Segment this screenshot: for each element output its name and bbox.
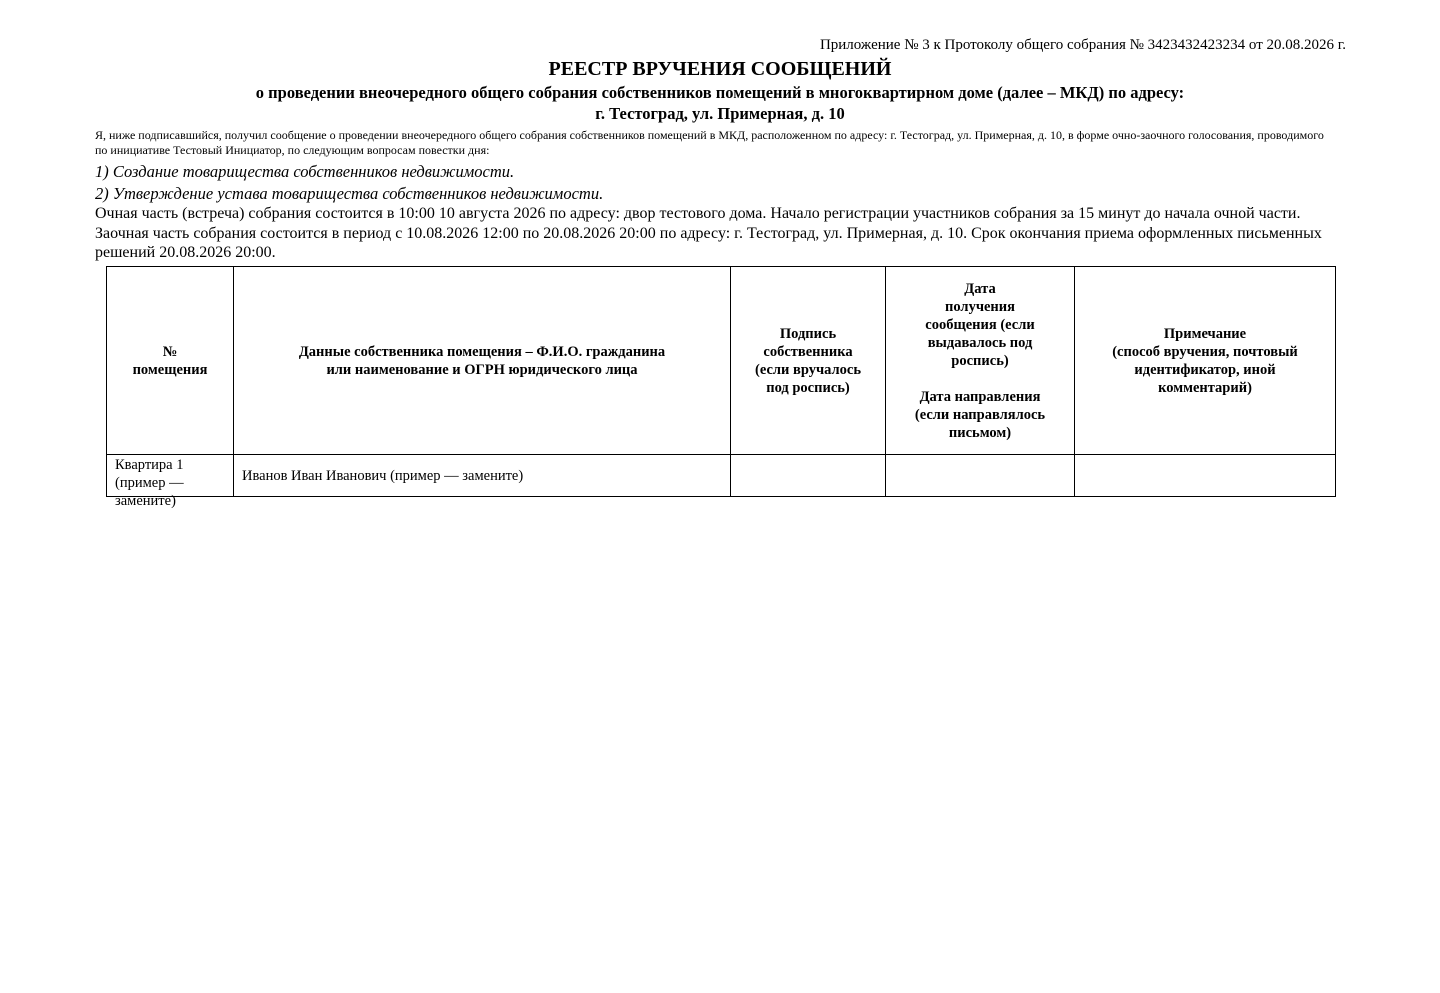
- registry-table: [106, 266, 1336, 509]
- cell-date[interactable]: [886, 455, 1075, 497]
- table-header-row: [107, 267, 1336, 455]
- meeting-info: Очная часть (встреча) собрания состоится в 10:00 10 августа 2026 по адресу: двор тестового дома. Начало регистрации участников собрания за 15 минут до начала очной части. Заочная часть собрания состоится в период с 10.08.2026 12:00 по 20.08.2026 20:00 по адресу: г. Тестоград, ул. Примерная, д. 10. Срок окончания приема оформленных письменных решений 20.08.2026 20:00.: [95, 205, 1322, 261]
- cell-apartment-text: Квартира 1 (пример — замените): [115, 457, 184, 509]
- cell-apartment[interactable]: [107, 455, 234, 509]
- appendix-reference: Приложение № 3 к Протоколу общего собрания № 3423432423234 от 20.08.2026 г.: [819, 37, 1346, 53]
- document-title: РЕЕСТР ВРУЧЕНИЯ СООБЩЕНИЙ: [548, 58, 892, 80]
- column-header-owner: Данные собственника помещения – Ф.И.О. гражданина или наименование и ОГРН юридического лица: [234, 267, 731, 455]
- agenda-item: 1) Создание товарищества собственников недвижимости.: [95, 162, 515, 181]
- column-header-signature: Подпись собственника (если вручалось под роспись): [731, 267, 886, 455]
- building-address: г. Тестоград, ул. Примерная, д. 10: [595, 104, 845, 123]
- document-subtitle: о проведении внеочередного общего собрания собственников помещений в многоквартирном доме (далее – МКД) по адресу:: [255, 83, 1185, 102]
- cell-owner[interactable]: Иванов Иван Иванович (пример — замените): [234, 455, 731, 497]
- agenda-list: [95, 161, 1330, 205]
- agenda-item: 2) Утверждение устава товарищества собственников недвижимости.: [95, 184, 604, 203]
- column-header-apartment: № помещения: [107, 267, 234, 455]
- table-row: [107, 455, 1336, 497]
- column-header-note: Примечание (способ вручения, почтовый идентификатор, иной комментарий): [1075, 267, 1336, 455]
- cell-note[interactable]: [1075, 455, 1336, 497]
- intro-text: Я, ниже подписавшийся, получил сообщение о проведении внеочередного общего собрания собственников помещений в МКД, расположенном по адресу: г. Тестоград, ул. Примерная, д. 10, в форме очно-заочного голосования, проводимого по инициативе Тестовый Инициатор, по следующим вопросам повестки дня:: [95, 128, 1324, 157]
- cell-signature[interactable]: [731, 455, 886, 497]
- column-header-date: Дата получения сообщения (если выдавалось под роспись) Дата направления (если направлялось письмом): [886, 267, 1075, 455]
